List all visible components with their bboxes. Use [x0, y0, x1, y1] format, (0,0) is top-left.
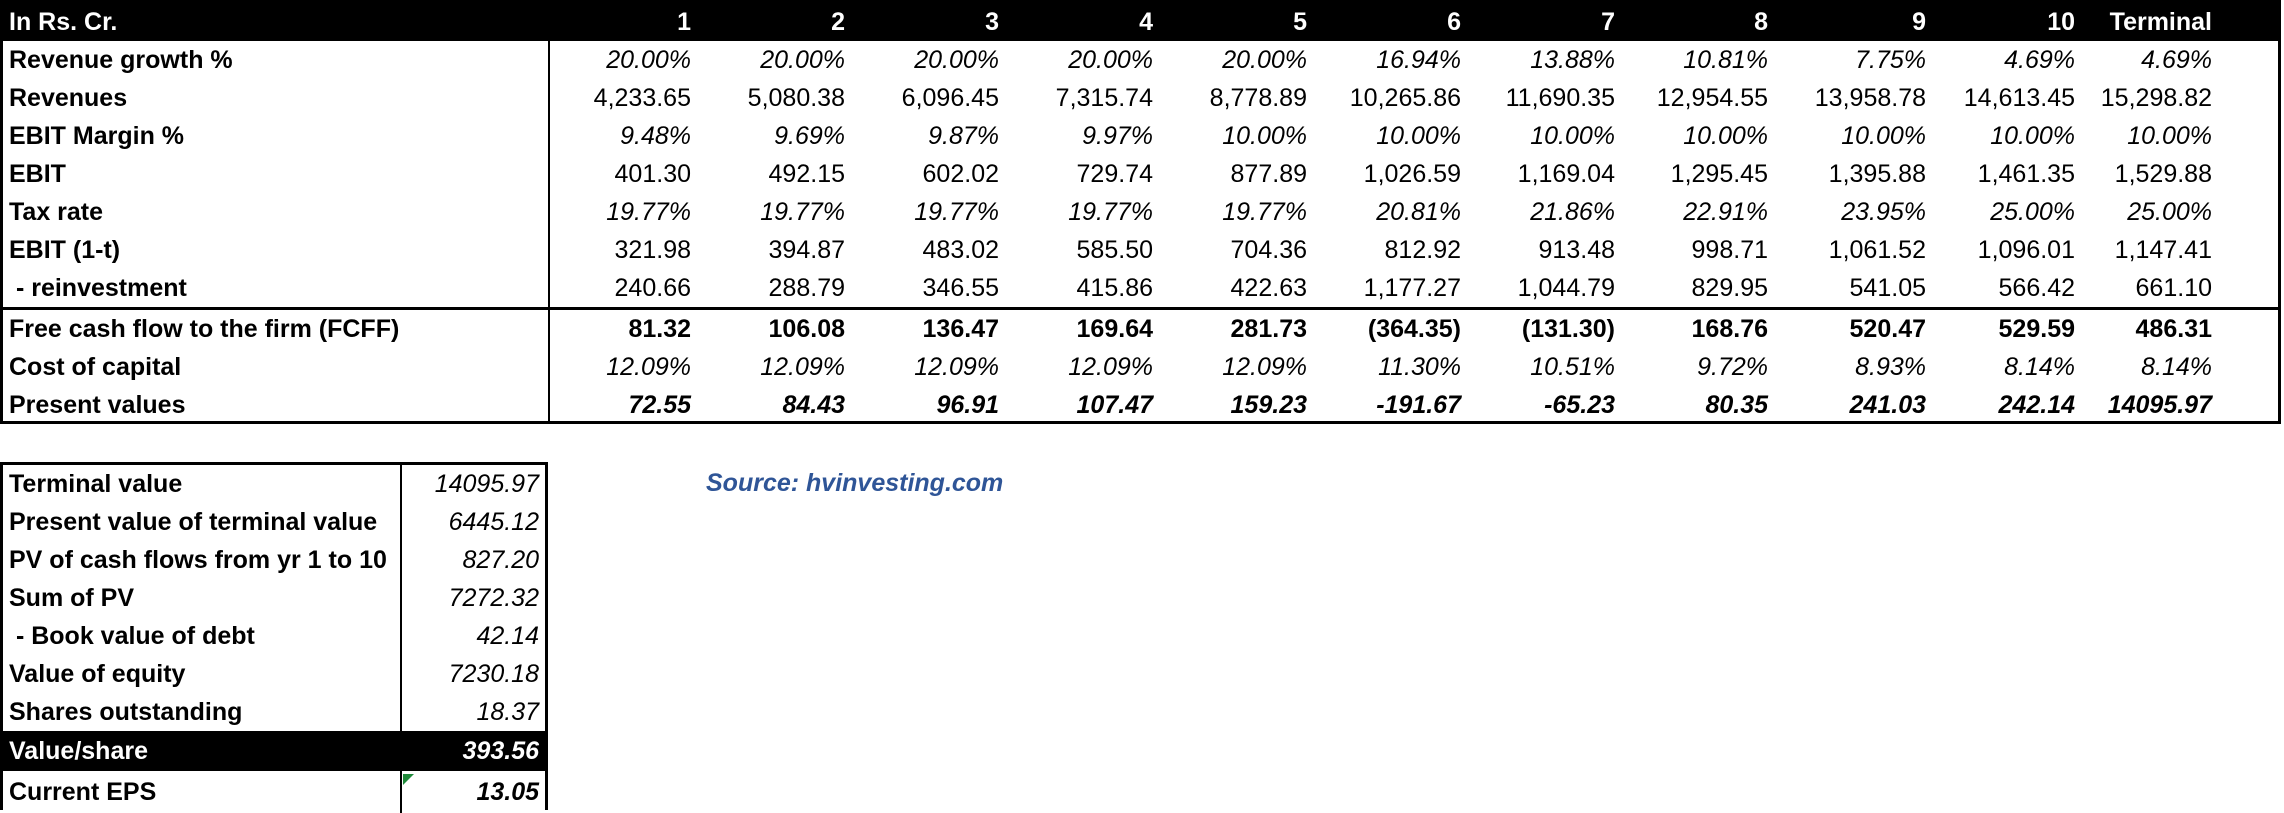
table-cell: 661.10	[2135, 274, 2212, 302]
summary-row-shares-outstanding	[3, 693, 545, 731]
header-year-7: 7	[1601, 8, 1615, 36]
table-row-cost-of-capital	[3, 348, 2278, 386]
table-cell: 20.00%	[1068, 46, 1153, 74]
header-year-4: 4	[1139, 8, 1153, 36]
source-credit: Source: hvinvesting.com	[706, 469, 1004, 497]
table-row-tax-rate	[3, 193, 2278, 231]
table-cell: 14,613.45	[1963, 84, 2075, 112]
header-year-6: 6	[1447, 8, 1461, 36]
table-cell: 829.95	[1691, 274, 1768, 302]
table-cell: 1,061.52	[1828, 236, 1926, 264]
table-cell: 1,177.27	[1363, 274, 1461, 302]
table-cell: 9.48%	[620, 122, 691, 150]
summary-value: 7272.32	[448, 584, 539, 612]
table-cell: 10.00%	[1990, 122, 2075, 150]
table-cell: 541.05	[1849, 274, 1926, 302]
summary-row-pv-terminal	[3, 503, 545, 541]
table-row-fcff	[3, 310, 2278, 348]
table-cell: 4,233.65	[593, 84, 691, 112]
header-year-8: 8	[1754, 8, 1768, 36]
table-cell: 520.47	[1849, 315, 1926, 343]
table-cell: 729.74	[1076, 160, 1153, 188]
summary-label: - Book value of debt	[9, 622, 255, 650]
table-cell: 415.86	[1076, 274, 1153, 302]
table-cell: 10.00%	[1530, 122, 1615, 150]
summary-row-pv-cash-flows	[3, 541, 545, 579]
table-cell: 23.95%	[1841, 198, 1926, 226]
table-cell: 8.14%	[2141, 353, 2212, 381]
table-cell: 10.00%	[1376, 122, 1461, 150]
row-label: Tax rate	[9, 198, 104, 226]
table-cell: 10.51%	[1530, 353, 1615, 381]
table-cell: 7,315.74	[1055, 84, 1153, 112]
summary-value: 6445.12	[448, 508, 539, 536]
table-cell: 9.87%	[928, 122, 999, 150]
table-cell: 10,265.86	[1349, 84, 1461, 112]
summary-row-value-equity	[3, 655, 545, 693]
fcff-divider	[3, 307, 2278, 310]
table-cell: 401.30	[614, 160, 691, 188]
table-cell: 96.91	[936, 391, 999, 419]
row-label: Present values	[9, 391, 186, 419]
summary-row-value-per-share	[3, 731, 545, 771]
table-cell: 20.00%	[914, 46, 999, 74]
table-cell: 81.32	[628, 315, 691, 343]
table-cell: 21.86%	[1530, 198, 1615, 226]
table-cell: 483.02	[922, 236, 999, 264]
header-year-2: 2	[831, 8, 845, 36]
table-cell: 288.79	[768, 274, 845, 302]
table-row-present-values	[3, 386, 2278, 424]
summary-label: Sum of PV	[9, 584, 135, 612]
table-cell: 240.66	[614, 274, 691, 302]
table-cell: -191.67	[1376, 391, 1461, 419]
summary-row-current-eps	[3, 771, 545, 813]
table-row-ebit	[3, 155, 2278, 193]
table-cell: 602.02	[922, 160, 999, 188]
summary-value: 13.05	[476, 778, 539, 806]
table-cell: 9.72%	[1697, 353, 1768, 381]
table-row-revenues	[3, 79, 2278, 117]
table-cell: 6,096.45	[901, 84, 999, 112]
table-cell: 1,169.04	[1517, 160, 1615, 188]
summary-label: Terminal value	[9, 470, 183, 498]
table-cell: 19.77%	[760, 198, 845, 226]
table-cell: 20.00%	[1222, 46, 1307, 74]
table-cell: 566.42	[1998, 274, 2075, 302]
table-cell: 1,529.88	[2114, 160, 2212, 188]
summary-row-sum-pv	[3, 579, 545, 617]
row-label: Revenues	[9, 84, 128, 112]
table-cell: 13,958.78	[1814, 84, 1926, 112]
table-cell: 422.63	[1230, 274, 1307, 302]
eps-column-divider	[400, 771, 402, 813]
summary-value: 42.14	[476, 622, 539, 650]
table-cell: 107.47	[1076, 391, 1153, 419]
table-cell: 346.55	[922, 274, 999, 302]
table-cell: 1,147.41	[2114, 236, 2212, 264]
table-cell: 486.31	[2135, 315, 2212, 343]
header-year-10: 10	[2047, 8, 2075, 36]
header-year-1: 1	[677, 8, 691, 36]
table-cell: 241.03	[1849, 391, 1926, 419]
table-cell: 704.36	[1230, 236, 1307, 264]
table-cell: 10.00%	[1841, 122, 1926, 150]
table-cell: 19.77%	[1068, 198, 1153, 226]
table-cell: 10.00%	[2127, 122, 2212, 150]
summary-label: Value of equity	[9, 660, 186, 688]
table-cell: 4.69%	[2004, 46, 2075, 74]
table-cell: 16.94%	[1376, 46, 1461, 74]
header-year-5: 5	[1293, 8, 1307, 36]
summary-value: 7230.18	[448, 660, 539, 688]
row-label: - reinvestment	[9, 274, 187, 302]
table-header-row	[3, 3, 2278, 41]
cell-comment-indicator-icon	[403, 774, 414, 785]
summary-label: Value/share	[9, 737, 148, 765]
table-cell: (131.30)	[1521, 315, 1615, 343]
table-cell: 12.09%	[1222, 353, 1307, 381]
table-cell: 12.09%	[606, 353, 691, 381]
table-cell: 10.00%	[1683, 122, 1768, 150]
table-cell: 159.23	[1230, 391, 1307, 419]
table-cell: -65.23	[1544, 391, 1615, 419]
table-cell: 72.55	[628, 391, 691, 419]
table-cell: 20.00%	[606, 46, 691, 74]
table-cell: 20.81%	[1376, 198, 1461, 226]
table-cell: 877.89	[1230, 160, 1307, 188]
row-label: EBIT (1-t)	[9, 236, 121, 264]
table-cell: 25.00%	[2127, 198, 2212, 226]
table-cell: 10.00%	[1222, 122, 1307, 150]
table-cell: 169.64	[1076, 315, 1153, 343]
table-cell: 321.98	[614, 236, 691, 264]
table-cell: 5,080.38	[747, 84, 845, 112]
table-cell: 4.69%	[2141, 46, 2212, 74]
summary-row-book-value-debt	[3, 617, 545, 655]
table-cell: 106.08	[768, 315, 845, 343]
table-row-revenue-growth	[3, 41, 2278, 79]
table-cell: 12.09%	[1068, 353, 1153, 381]
table-cell: 529.59	[1998, 315, 2075, 343]
header-terminal: Terminal	[2109, 8, 2212, 36]
table-cell: 12.09%	[760, 353, 845, 381]
summary-value: 393.56	[462, 737, 539, 765]
summary-label: Shares outstanding	[9, 698, 243, 726]
table-row-ebit-margin	[3, 117, 2278, 155]
table-cell: 998.71	[1691, 236, 1768, 264]
table-cell: 242.14	[1998, 391, 2075, 419]
table-cell: 84.43	[782, 391, 845, 419]
header-year-9: 9	[1912, 8, 1926, 36]
table-cell: 11.30%	[1378, 353, 1461, 381]
table-cell: 13.88%	[1530, 46, 1615, 74]
table-cell: 1,026.59	[1363, 160, 1461, 188]
table-cell: 10.81%	[1683, 46, 1768, 74]
table-cell: 11,690.35	[1505, 84, 1615, 112]
table-cell: 19.77%	[606, 198, 691, 226]
table-cell: 492.15	[768, 160, 845, 188]
table-cell: 1,295.45	[1670, 160, 1768, 188]
table-cell: 1,395.88	[1828, 160, 1926, 188]
summary-label: PV of cash flows from yr 1 to 10	[9, 546, 387, 574]
table-cell: 812.92	[1384, 236, 1461, 264]
table-cell: 281.73	[1230, 315, 1307, 343]
table-cell: 168.76	[1691, 315, 1768, 343]
table-cell: 9.97%	[1082, 122, 1153, 150]
table-cell: 8,778.89	[1209, 84, 1307, 112]
summary-value: 14095.97	[434, 470, 539, 498]
summary-row-terminal-value	[3, 465, 545, 503]
row-label: Cost of capital	[9, 353, 182, 381]
row-label: EBIT Margin %	[9, 122, 185, 150]
table-cell: 8.14%	[2004, 353, 2075, 381]
row-label: EBIT	[9, 160, 66, 188]
table-cell: 913.48	[1538, 236, 1615, 264]
table-cell: 1,096.01	[1977, 236, 2075, 264]
table-cell: 12.09%	[914, 353, 999, 381]
table-cell: 1,461.35	[1977, 160, 2075, 188]
table-cell: 136.47	[922, 315, 999, 343]
summary-label: Current EPS	[9, 778, 157, 806]
table-cell: 7.75%	[1855, 46, 1926, 74]
table-cell: 19.77%	[914, 198, 999, 226]
table-cell: 19.77%	[1222, 198, 1307, 226]
table-cell: 15,298.82	[2100, 84, 2212, 112]
table-cell: 9.69%	[774, 122, 845, 150]
row-label: Free cash flow to the firm (FCFF)	[9, 315, 400, 343]
summary-label: Present value of terminal value	[9, 508, 378, 536]
table-cell: 14095.97	[2107, 391, 2212, 419]
summary-column-divider	[400, 465, 402, 731]
table-cell: 25.00%	[1990, 198, 2075, 226]
valuation-summary-table	[0, 462, 548, 810]
summary-value: 18.37	[476, 698, 539, 726]
summary-value: 827.20	[462, 546, 539, 574]
table-cell: 8.93%	[1855, 353, 1926, 381]
table-cell: 12,954.55	[1656, 84, 1768, 112]
table-cell: (364.35)	[1367, 315, 1461, 343]
header-units: In Rs. Cr.	[9, 8, 118, 36]
table-cell: 20.00%	[760, 46, 845, 74]
table-cell: 394.87	[768, 236, 845, 264]
label-column-divider	[548, 41, 550, 421]
table-cell: 1,044.79	[1517, 274, 1615, 302]
row-label: Revenue growth %	[9, 46, 233, 74]
table-cell: 22.91%	[1683, 198, 1768, 226]
table-row-reinvestment	[3, 269, 2278, 307]
table-row-ebit-after-tax	[3, 231, 2278, 269]
table-cell: 80.35	[1705, 391, 1768, 419]
table-cell: 585.50	[1076, 236, 1153, 264]
header-year-3: 3	[985, 8, 999, 36]
